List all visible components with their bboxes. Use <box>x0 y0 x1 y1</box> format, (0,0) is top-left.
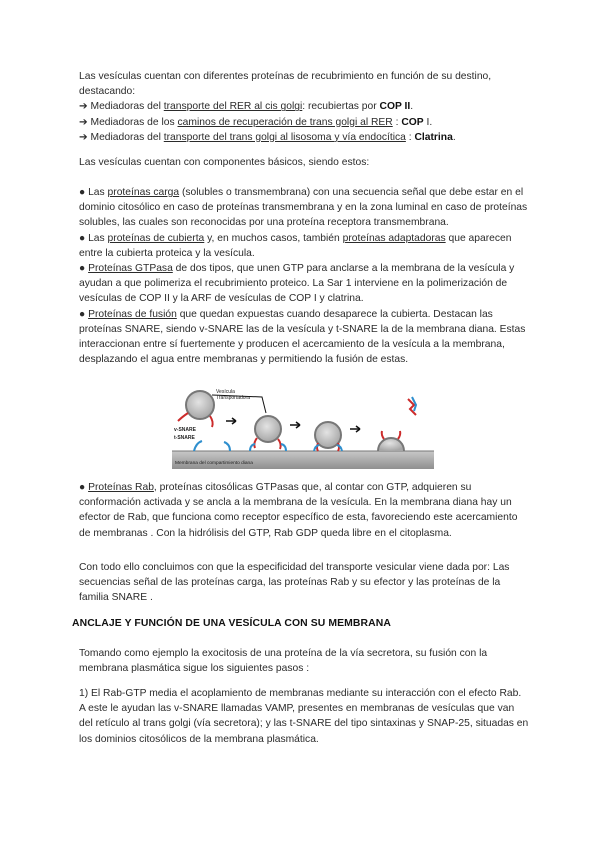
components-intro: Las vesículas cuentan con componentes básicos, siendo estos: <box>79 157 370 168</box>
trans-golgi-rer-link: caminos de recuperación de trans golgi al RER <box>177 116 393 128</box>
item-coat-pre: ● Las <box>79 232 108 244</box>
clathrin-term: Clatrina <box>414 131 453 143</box>
fusion-proteins-term: Proteínas de fusión <box>88 308 177 320</box>
cargo-proteins-term: proteínas carga <box>107 187 180 198</box>
v-snare-3 <box>254 438 257 448</box>
rab-proteins-term: Proteínas Rab <box>88 482 154 493</box>
target-membrane <box>172 451 434 469</box>
vesicle-docking-diagram <box>172 385 434 475</box>
item-cargo-rest: (solubles o transmembrana) con una secuencia señal que debe estar en el dominio citosólico en caso de proteínas transmembrana y en la zona luminal en caso de proteínas solubles, las cuales son reconocidas por una proteína receptora transmembrana. <box>79 187 528 229</box>
snare-fusion-figure <box>172 385 434 475</box>
item-fusion-rest: que quedan expuestas cuando desaparece la cubierta. Destacan las proteínas SNARE, siendo v-SNARE las de la vesícula y t-SNARE la de la membrana diana. Estas interaccionan entre sí fuertemente y producen el acercamiento de la vesícula a la membrana, desplazando el agua entre membranas y permitiendo la fusión de estas. <box>79 308 526 366</box>
label-membrane: Membrana del compartimiento diana <box>175 461 253 466</box>
intro-text: Las vesículas cuentan con diferentes proteínas de recubrimiento en función de su destino, destacando: <box>79 71 492 98</box>
label-vesicle: Vesícula <box>216 389 235 395</box>
bullet-clathrin-mid: : <box>405 131 415 143</box>
bullet-cop1-mid: : <box>392 116 402 128</box>
trans-golgi-lysosome-link: transporte del trans golgi al lisosoma y vía endocítica <box>163 131 406 143</box>
vesicle-4-fusing <box>378 438 404 451</box>
gtpase-proteins-term: Proteínas GTPasa <box>88 263 173 275</box>
bullet-cop2-mid: : recubiertas por <box>302 101 380 113</box>
v-snare-2 <box>210 416 213 427</box>
vesicle-1 <box>186 391 214 419</box>
vesicle-3 <box>315 422 341 448</box>
t-snare-1 <box>194 441 202 451</box>
bullet-cop1-pre: ➔ Mediadoras de los <box>79 116 178 128</box>
adaptor-proteins-term: proteínas adaptadoras <box>342 232 446 244</box>
label-t-snare: t-SNARE <box>174 435 195 441</box>
conclusion-paragraph: Con todo ello concluimos con que la especificidad del transporte vesicular viene dada por: Las secuencias señal de las proteínas carga, las proteínas Rab y su efector y las proteínas de la familia SNARE . <box>79 562 510 604</box>
item-rab-proteins <box>79 480 529 541</box>
bullet-cop1 <box>79 115 529 130</box>
coat-proteins-term: proteínas de cubierta <box>107 232 205 244</box>
bullet-cop2-pre: ➔ Mediadoras del <box>79 101 164 113</box>
v-snare-8 <box>398 431 400 439</box>
item-coat-mid: y, en muchos casos, también <box>204 232 343 244</box>
bullet-clathrin-end: . <box>452 131 456 143</box>
vesicle-2 <box>255 416 281 442</box>
bullet-cop2-end: . <box>410 101 414 113</box>
coat-proteins-paragraph <box>79 69 529 145</box>
v-snare-1 <box>178 413 188 421</box>
label-vesicle-2: Transportadora <box>216 395 250 401</box>
cop2-term: COP II <box>379 101 411 113</box>
rer-cis-golgi-link: transporte del RER al cis golgi <box>163 101 303 113</box>
item-gtpase-rest: de dos tipos, que unen GTP para anclarse a la membrana de la vesícula y ayudan a que polimeriza el recubrimiento proteico. La Sar 1 interviene en la polimerización de vesículas de COP II y la ARF de vesículas de COP I y clatrina. <box>79 263 515 305</box>
v-snare-4 <box>278 439 281 449</box>
step-1-paragraph: 1) El Rab-GTP media el acoplamiento de membranas mediante su interacción con el efecto Rab. A este le ayudan las v-SNARE llamadas VAMP, presentes en membranas de vesículas que van del retículo al trans golgi (vía secretora); y las t-SNARE del tipo sintaxinas y SNAP-25, situadas en los dominios citosólicos de la membrana plasmática. <box>79 688 529 745</box>
item-gtpase-proteins <box>79 261 529 307</box>
item-cargo-proteins <box>79 185 529 231</box>
cop1-term: COP <box>401 116 424 128</box>
item-coat-proteins <box>79 231 529 261</box>
bullet-clathrin-pre: ➔ Mediadoras del <box>79 131 164 143</box>
item-fusion-proteins <box>79 307 529 368</box>
item-fusion-pre: ● <box>79 308 89 320</box>
components-list <box>79 185 529 367</box>
v-snare-7 <box>382 431 384 439</box>
item-rab-rest: , proteínas citosólicas GTPasas que, al contar con GTP, adquieren su conformación activada y se ancla a la membrana de la vesícula. En la membrana diana hay un efector de Rab, que funciona como receptor específico de esta, favoreciendo este acercamiento de membranas . Con la hidrólisis del GTP, Rab GDP queda libre en el citoplasma. <box>79 482 518 539</box>
label-v-snare: v-SNARE <box>174 427 196 433</box>
bullet-cop1-end: I. <box>423 116 433 128</box>
bullet-clathrin <box>79 130 529 145</box>
t-snare-4 <box>281 444 286 451</box>
section-heading: ANCLAJE Y FUNCIÓN DE UNA VESÍCULA CON SU MEMBRANA <box>72 618 391 629</box>
item-rab-pre: ● <box>79 482 89 493</box>
example-paragraph: Tomando como ejemplo la exocitosis de una proteína de la vía secretora, su fusión con la membrana plasmática sigue los siguientes pasos : <box>79 648 488 675</box>
item-cargo-pre: ● Las <box>79 187 108 198</box>
bullet-cop2 <box>79 99 529 114</box>
t-snare-2 <box>224 442 230 451</box>
item-gtpase-pre: ● <box>79 263 89 275</box>
item-coat-rest: que aparecen entre la cubierta proteica y la vesícula. <box>79 232 512 259</box>
